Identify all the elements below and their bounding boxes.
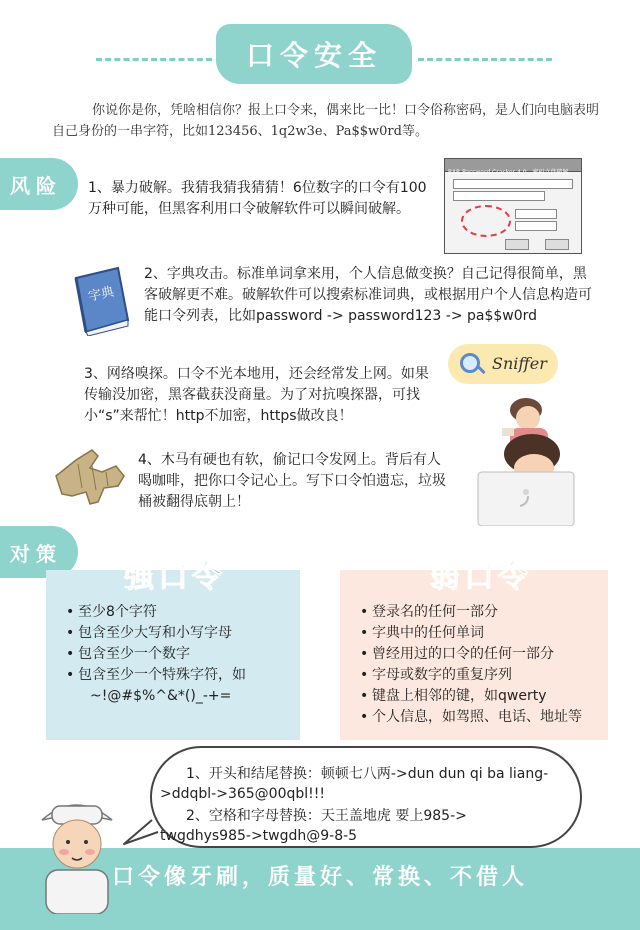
risk-tab-label: 风险 (10, 173, 62, 198)
magnifier-icon (460, 353, 480, 373)
tip-2: 2、空格和字母替换：天王盖地虎 要上985-> twgdhys985->twgdh@9-8-5 (160, 808, 467, 844)
risk-item-trojan: 4、木马有硬也有软，偷记口令发网上。背后有人喝咖啡，把你口令记心上。写下口令怕遗忘，垃圾桶被翻得底朝上！ (138, 452, 446, 510)
boy-avatar-illustration (36, 786, 118, 914)
weak-rule: • 键盘上相邻的键，如qwerty (360, 686, 582, 707)
people-laptop-illustration (474, 388, 598, 526)
footer-slogan: 口令像牙刷，质量好、常换、不借人 (112, 865, 529, 890)
tips-text (160, 764, 560, 846)
risk-item-brute-force: 1、暴力破解。我猜我猜我猜猜！6位数字的口令有100万种可能，但黑客利用口令破解软件可以瞬间破解。 (88, 180, 427, 217)
dictionary-book-icon (70, 264, 132, 336)
risk-item-dictionary: 2、字典攻击。标准单词拿来用，个人信息做变换？自己记得很简单，黑客破解更不难。破解软件可以搜索标准词典，或根据用户个人信息构造可能口令列表，比如password -> password123 -> pa$$w0rd (144, 266, 592, 324)
title-banner (216, 24, 412, 84)
sniffer-label: Sniffer (492, 354, 547, 373)
weak-heading: 弱口令 (430, 560, 532, 595)
strong-heading: 强口令 (124, 560, 226, 595)
intro-paragraph: 你说你是你，凭啥相信你？报上口令来，偶来比一比！口令俗称密码，是人们向电脑表明自己身份的一串字符，比如123456、1q2w3e、Pa$$w0rd等。 (52, 103, 600, 139)
highlight-circle-icon (461, 205, 511, 237)
weak-rule: • 字母或数字的重复序列 (360, 665, 582, 686)
speech-bubble-tail (122, 818, 162, 848)
book-label: 字典 (86, 284, 116, 305)
tip-1: 1、开头和结尾替换：顿顿七八两->dun dun qi ba liang->ddqbl->365@00qbl!!! (160, 766, 549, 802)
strong-rule-special-chars: ~!@#$%^&*()_-+= (90, 688, 232, 704)
cracker-window-title: RAR Password Cracker 4.0 - 密码文件破解 (448, 169, 569, 176)
measures-tab-label: 对策 (10, 541, 62, 566)
risk-tab (0, 158, 78, 210)
weak-rule: • 个人信息，如驾照、电话、地址等 (360, 707, 582, 728)
page-title: 口令安全 (245, 39, 382, 72)
strong-rule: • 至少8个字符 (66, 602, 246, 623)
risk-item-sniffing: 3、网络嗅探。口令不光本地用，还会经常发上网。如果传输没加密，黑客截获没商量。为了对抗嗅探器，可找小“s”来帮忙！http不加密，https做改良！ (84, 366, 429, 424)
weak-rule: • 字典中的任何单词 (360, 623, 582, 644)
trojan-horse-icon (52, 446, 128, 508)
sniffer-bubble (448, 344, 558, 384)
cracker-window-illustration (444, 158, 582, 254)
title-decoration-right (418, 58, 552, 61)
weak-rule: • 曾经用过的口令的任何一部分 (360, 644, 582, 665)
weak-rule: • 登录名的任何一部分 (360, 602, 582, 623)
strong-rule: • 包含至少一个特殊字符，如 (66, 665, 246, 686)
strong-rule: • 包含至少一个数字 (66, 644, 246, 665)
title-decoration-left (96, 58, 212, 61)
strong-rule: • 包含至少大写和小写字母 (66, 623, 246, 644)
